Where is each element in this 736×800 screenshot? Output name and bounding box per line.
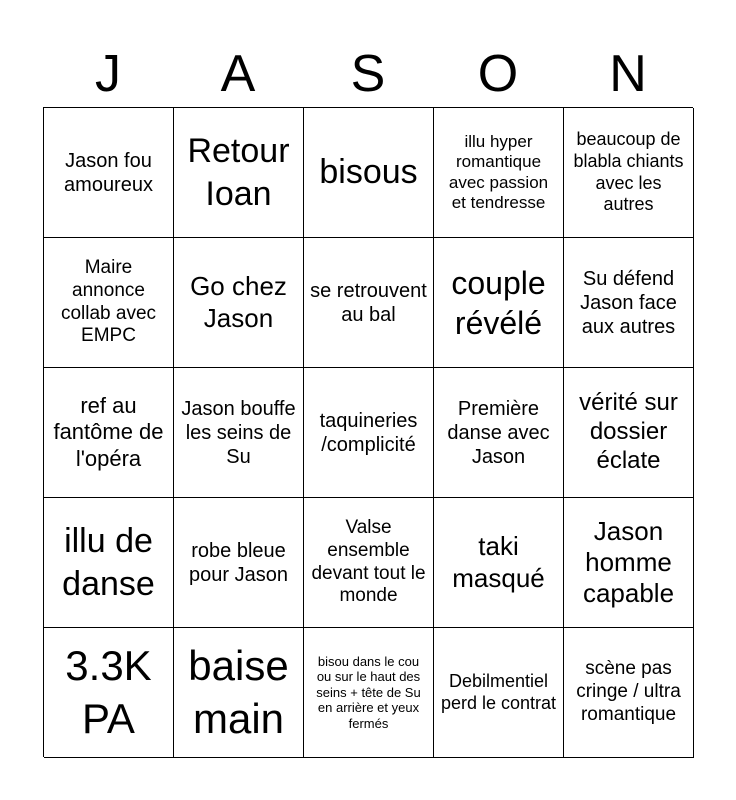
header-letter-a: A — [220, 45, 256, 103]
bingo-cell-r3c5[interactable] — [564, 368, 694, 498]
bingo-cell-r3c4[interactable] — [434, 368, 564, 498]
bingo-cell-r1c1[interactable] — [44, 108, 174, 238]
bingo-grid — [43, 107, 693, 757]
header-letter-s: S — [350, 45, 386, 103]
bingo-cell-r3c3[interactable] — [304, 368, 434, 498]
header-letter-j: J — [95, 45, 121, 103]
bingo-cell-r3c2[interactable] — [174, 368, 304, 498]
bingo-cell-r1c3[interactable] — [304, 108, 434, 238]
bingo-cell-r4c3[interactable] — [304, 498, 434, 628]
bingo-cell-label: se retrouvent au bal — [310, 279, 427, 326]
bingo-cell-r2c5[interactable] — [564, 238, 694, 368]
bingo-cell-r5c1[interactable] — [44, 628, 174, 758]
bingo-cell-r2c3[interactable] — [304, 238, 434, 368]
bingo-cell-label: Jason bouffe les seins de Su — [181, 397, 296, 468]
bingo-cell-label: Debilmentiel perd le contrat — [440, 670, 557, 713]
bingo-cell-label: Retour Ioan — [187, 132, 290, 213]
bingo-cell-label: Première danse avec Jason — [447, 397, 550, 468]
bingo-cell-r5c5[interactable] — [564, 628, 694, 758]
bingo-cell-r5c3[interactable] — [304, 628, 434, 758]
bingo-cell-label: Jason homme capable — [582, 515, 675, 609]
bingo-cell-r4c2[interactable] — [174, 498, 304, 628]
bingo-cell-r5c2[interactable] — [174, 628, 304, 758]
bingo-cell-r4c1[interactable] — [44, 498, 174, 628]
bingo-cell-r1c2[interactable] — [174, 108, 304, 238]
bingo-cell-label: bisou dans le cou ou sur le haut des seins + tête de Su en arrière et yeux fermés — [316, 653, 421, 731]
header-letter-o: O — [477, 45, 519, 103]
bingo-header — [43, 40, 693, 108]
bingo-cell-label: vérité sur dossier éclate — [579, 389, 678, 474]
bingo-cell-label: scène pas cringe / ultra romantique — [576, 658, 681, 725]
bingo-cell-r2c1[interactable] — [44, 238, 174, 368]
bingo-cell-r4c4[interactable] — [434, 498, 564, 628]
bingo-cell-label: ref au fantôme de l'opéra — [53, 392, 164, 471]
bingo-cell-r1c5[interactable] — [564, 108, 694, 238]
bingo-cell-label: bisous — [319, 153, 418, 192]
bingo-cell-label: couple révélé — [451, 264, 546, 341]
header-letter-n: N — [609, 45, 647, 103]
bingo-cell-label: illu de danse — [62, 522, 155, 603]
bingo-cell-r2c2[interactable] — [174, 238, 304, 368]
bingo-cell-label: taki masqué — [452, 531, 545, 593]
bingo-cell-label: Go chez Jason — [190, 271, 287, 333]
bingo-cell-label: taquineries /complicité — [319, 409, 418, 456]
bingo-cell-label: Maire annonce collab avec EMPC — [60, 256, 157, 347]
bingo-cell-r1c4[interactable] — [434, 108, 564, 238]
bingo-cell-label: beaucoup de blabla chiants avec les autres — [573, 129, 684, 215]
bingo-cell-label: Valse ensemble devant tout le monde — [311, 516, 426, 607]
bingo-cell-r4c5[interactable] — [564, 498, 694, 628]
bingo-cell-label: illu hyper romantique avec passion et tendresse — [448, 131, 549, 212]
bingo-cell-label: Su défend Jason face aux autres — [580, 267, 677, 338]
bingo-cell-label: baise main — [188, 642, 289, 742]
bingo-cell-r3c1[interactable] — [44, 368, 174, 498]
bingo-cell-label: robe bleue pour Jason — [189, 539, 288, 586]
bingo-cell-label: 3.3K PA — [65, 642, 152, 742]
bingo-cell-r2c4[interactable] — [434, 238, 564, 368]
bingo-cell-r5c4[interactable] — [434, 628, 564, 758]
bingo-cell-label: Jason fou amoureux — [64, 149, 153, 196]
